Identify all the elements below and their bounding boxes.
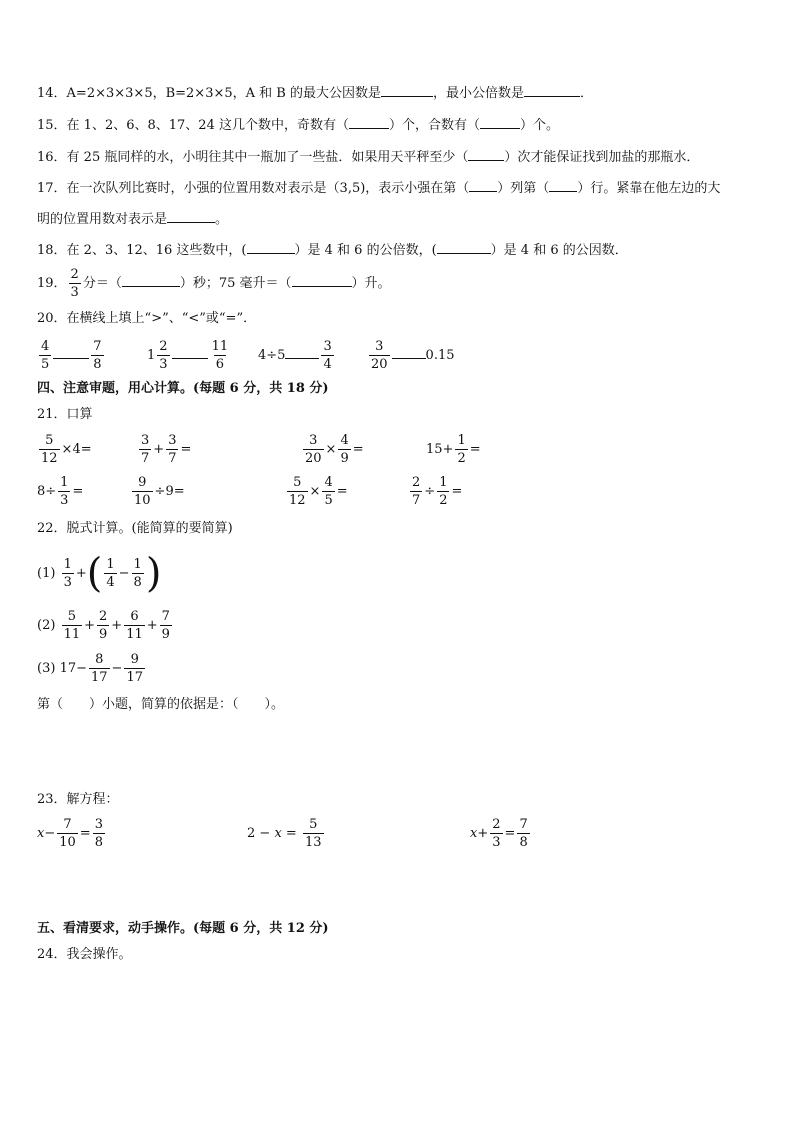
oral-calc-c: $\frac{3}{20}$ × $\frac{4}{9}$ = [305,433,364,466]
compare-item-4: $\frac{3}{20}$ 0.15 [371,339,455,372]
calc-problem-2: (2) $\frac{5}{11}$ + $\frac{2}{9}$ + $\frac{6}{11}$ + $\frac{7}{9}$ [37,609,170,642]
compare-blank[interactable] [172,344,208,359]
compare-item-2: 1 $\frac{2}{3}$ $\frac{11}{6}$ [147,339,229,372]
question-16: 16．有 25 瓶同样的水，小明往其中一瓶加了一些盐．如果用天平秤至少（ ）次才能保证找到加盐的那瓶水． [37,146,699,167]
oral-calc-b: $\frac{3}{7}$ + $\frac{3}{7}$ = [141,433,192,466]
answer-blank[interactable] [292,272,352,287]
equation-3: x+ $\frac{2}{3}$ = $\frac{7}{8}$ [470,817,528,850]
fraction: $\frac{3}{4}$ [323,339,332,372]
fraction: $\frac{7}{8}$ [93,339,102,372]
oral-calc-g: $\frac{5}{12}$ × $\frac{4}{5}$ = [289,475,348,508]
oral-calc-a: $\frac{5}{12}$ ×4= [41,433,92,466]
equation-2: 2 − x = $\frac{5}{13}$ [247,817,322,850]
compare-item-1 [37,338,106,374]
compare-blank[interactable] [392,344,426,359]
section-5-heading: 五、看清要求，动手操作。(每题 6 分，共 12 分) [37,921,329,936]
question-22-title: 22．脱式计算。(能简算的要简算) [37,521,233,536]
question-24-title: 24．我会操作。 [37,947,132,962]
calc-problem-3: (3) 17− $\frac{8}{17}$ − $\frac{9}{17}$ [37,652,143,685]
question-23-title: 23．解方程： [37,792,119,807]
equation-1: x− $\frac{7}{10}$ = $\frac{3}{8}$ [37,817,103,850]
calc-problem-1: (1) $\frac{1}{3}$ +( $\frac{1}{4}$ − $\frac{1}{8}$ ) [37,550,162,597]
compare-item-3: 4÷5 $\frac{3}{4}$ [258,339,332,372]
simplify-note: 第（ ）小题，简算的依据是：（ ）。 [37,697,285,712]
question-15: 15．在 1、2、6、8、17、24 这几个数中，奇数有（ ）个，合数有（ ）个。 [37,114,559,135]
question-18: 18．在 2、3、12、16 这些数中，( ）是 4 和 6 的公倍数，( ）是 4 和 6 的公因数． [37,239,628,260]
question-17: 17．在一次队列比赛时，小强的位置用数对表示是（3,5)，表示小强在第（ ）列第（ ）行。紧靠在他左边的大 [37,177,720,198]
answer-blank[interactable] [381,82,433,97]
answer-blank[interactable] [480,114,520,129]
question-21-title: 21．口算 [37,407,93,422]
oral-calc-d: 15+ $\frac{1}{2}$ = [426,433,481,466]
answer-blank[interactable] [349,114,389,129]
compare-blank[interactable] [53,344,89,359]
fraction: $\frac{4}{5}$ [41,339,50,372]
fraction: $\frac{11}{6}$ [211,339,229,372]
answer-blank[interactable] [468,146,504,161]
section-4-heading: 四、注意审题，用心计算。(每题 6 分，共 18 分) [37,381,329,396]
question-14: 14．A=2×3×3×5，B=2×3×5，A 和 B 的最大公因数是 ，最小公倍数是 ． [37,82,593,103]
oral-calc-h: $\frac{2}{7}$ ÷ $\frac{1}{2}$ = [412,475,463,508]
answer-blank[interactable] [247,239,295,254]
oral-calc-e: 8÷ $\frac{1}{3}$ = [37,475,84,508]
answer-blank[interactable] [469,177,497,192]
fraction: $\frac{2}{3}$ [159,339,168,372]
answer-blank[interactable] [549,177,577,192]
fraction: $\frac{2}{3}$ [70,267,79,300]
answer-blank[interactable] [122,272,180,287]
question-19: 19． $\frac{2}{3}$ 分＝（ ）秒；75 毫升＝（ ）升。 [37,267,391,300]
answer-blank[interactable] [524,82,580,97]
oral-calc-f: $\frac{9}{10}$ ÷9= [134,475,185,508]
answer-blank[interactable] [437,239,491,254]
question-20-title: 20．在横线上填上“>”、“<”或“=”． [37,311,257,326]
fraction: $\frac{3}{20}$ [371,339,388,372]
question-17-line2: 明的位置用数对表示是 。 [37,208,228,229]
answer-blank[interactable] [167,208,215,223]
compare-blank[interactable] [285,344,319,359]
